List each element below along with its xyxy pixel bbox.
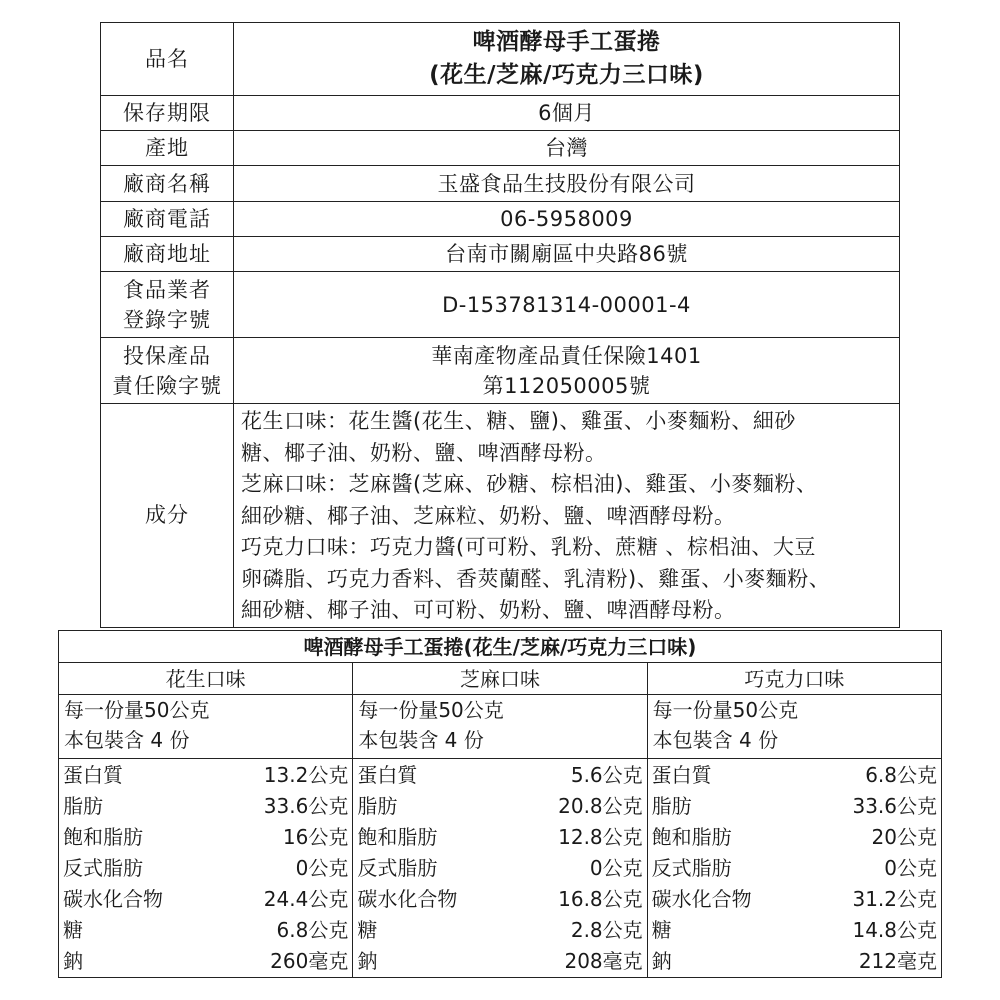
nutrient-value: 33.6公克	[852, 794, 937, 819]
nutrient-value: 16.8公克	[558, 887, 643, 912]
nutrient-name: 糖	[357, 918, 378, 943]
nutrient-value: 0公克	[589, 856, 643, 881]
registration-value: D-153781314-00001-4	[234, 272, 900, 338]
ingredients-value	[234, 404, 900, 628]
ingredients-line: 細砂糖、椰子油、芝麻粒、奶粉、鹽、啤酒酵母粉。	[241, 503, 736, 528]
nutrient-name: 反式脂肪	[651, 856, 732, 881]
ingredients-label: 成分	[101, 404, 234, 628]
servings-per-package: 本包裝含 4 份	[652, 728, 779, 753]
registration-label-line1: 食品業者	[123, 277, 211, 302]
nutrient-name: 飽和脂肪	[651, 825, 732, 850]
manufacturer-label: 廠商名稱	[101, 166, 234, 202]
ingredients-line: 卵磷脂、巧克力香料、香莢蘭醛、乳清粉)、雞蛋、小麥麵粉、	[241, 566, 831, 591]
nutrient-value: 16公克	[282, 825, 349, 850]
ingredients-line: 巧克力口味：巧克力醬(可可粉、乳粉、蔗糖 、棕梠油、大豆	[241, 535, 816, 559]
insurance-label	[101, 338, 234, 404]
insurance-value-line1: 華南產物產品責任保險1401	[431, 343, 702, 368]
registration-label	[101, 272, 234, 338]
nutrient-name: 飽和脂肪	[63, 825, 143, 850]
address-label: 廠商地址	[101, 237, 234, 272]
nutrient-value: 24.4公克	[263, 887, 349, 912]
nutrient-row	[647, 791, 941, 822]
nutrient-row	[353, 946, 647, 978]
nutrient-name: 蛋白質	[63, 762, 123, 787]
flavor-chocolate: 巧克力口味	[647, 663, 941, 695]
nutrient-name: 鈉	[63, 949, 83, 974]
nutrient-name: 鈉	[651, 949, 672, 974]
servings-per-package: 本包裝含 4 份	[358, 728, 484, 753]
nutrient-name: 碳水化合物	[63, 887, 163, 912]
nutrient-value: 12.8公克	[558, 825, 643, 850]
ingredients-line: 細砂糖、椰子油、可可粉、奶粉、鹽、啤酒酵母粉。	[241, 598, 736, 622]
nutrient-row	[59, 791, 353, 822]
nutrient-name: 蛋白質	[357, 762, 418, 787]
nutrient-value: 260毫克	[270, 949, 349, 974]
phone-value: 06-5958009	[234, 202, 900, 237]
nutrient-row	[353, 791, 647, 822]
nutrient-name: 反式脂肪	[63, 856, 143, 881]
nutrient-row	[353, 884, 647, 915]
nutrient-value: 20公克	[871, 825, 937, 850]
insurance-value	[234, 338, 900, 404]
nutrient-row	[59, 915, 353, 946]
nutrition-table	[58, 630, 942, 978]
nutrient-name: 脂肪	[63, 794, 103, 819]
nutrient-value: 13.2公克	[263, 762, 349, 787]
insurance-label-line1: 投保產品	[123, 343, 211, 368]
serving-size: 每一份量50公克	[64, 698, 210, 723]
nutrient-value: 6.8公克	[865, 762, 937, 787]
nutrient-name: 反式脂肪	[357, 856, 438, 881]
origin-label: 產地	[101, 131, 234, 166]
nutrient-row	[647, 853, 941, 884]
nutrient-name: 糖	[63, 918, 83, 943]
nutrient-value: 20.8公克	[558, 794, 643, 819]
nutrient-row	[647, 946, 941, 978]
nutrient-row	[647, 822, 941, 853]
nutrient-row	[353, 915, 647, 946]
nutrient-value: 212毫克	[858, 949, 937, 974]
shelf-life-label: 保存期限	[101, 96, 234, 131]
insurance-value-line2: 第112050005號	[482, 373, 651, 398]
nutrient-row	[647, 915, 941, 946]
ingredients-line: 芝麻口味：芝麻醬(芝麻、砂糖、棕梠油)、雞蛋、小麥麵粉、	[241, 472, 818, 496]
nutrient-value: 14.8公克	[852, 918, 937, 943]
shelf-life-value: 6個月	[234, 96, 900, 131]
product-name-line1: 啤酒酵母手工蛋捲	[472, 29, 661, 55]
nutrient-name: 脂肪	[651, 794, 692, 819]
product-name-value	[234, 23, 900, 96]
nutrient-row	[353, 759, 647, 791]
nutrient-value: 2.8公克	[570, 918, 643, 943]
nutrient-row	[59, 759, 353, 791]
product-info-table	[100, 22, 900, 628]
nutrient-value: 6.8公克	[276, 918, 349, 943]
serving-info-sesame	[353, 695, 647, 759]
nutrient-row	[59, 853, 353, 884]
nutrient-name: 脂肪	[357, 794, 398, 819]
servings-per-package: 本包裝含 4 份	[64, 728, 190, 753]
nutrient-name: 碳水化合物	[651, 887, 752, 912]
nutrient-name: 碳水化合物	[357, 887, 458, 912]
flavor-sesame: 芝麻口味	[353, 663, 647, 695]
nutrient-value: 0公克	[884, 856, 937, 881]
address-value: 台南市關廟區中央路86號	[234, 237, 900, 272]
product-name-line2: (花生/芝麻/巧克力三口味)	[429, 62, 704, 88]
nutrient-value: 208毫克	[564, 949, 643, 974]
serving-info-peanut	[59, 695, 353, 759]
nutrient-value: 5.6公克	[570, 762, 643, 787]
origin-value: 台灣	[234, 131, 900, 166]
serving-info-chocolate	[647, 695, 941, 759]
flavor-peanut: 花生口味	[59, 663, 353, 695]
ingredients-line: 糖、椰子油、奶粉、鹽、啤酒酵母粉。	[241, 440, 607, 465]
serving-size: 每一份量50公克	[358, 698, 504, 723]
insurance-label-line2: 責任險字號	[112, 373, 222, 398]
nutrient-name: 鈉	[357, 949, 378, 974]
nutrient-row	[59, 822, 353, 853]
nutrient-row	[647, 759, 941, 791]
phone-label: 廠商電話	[101, 202, 234, 237]
manufacturer-value: 玉盛食品生技股份有限公司	[234, 166, 900, 202]
nutrient-value: 31.2公克	[852, 887, 937, 912]
ingredients-line: 花生口味：花生醬(花生、糖、鹽)、雞蛋、小麥麵粉、細砂	[241, 409, 796, 433]
nutrient-value: 33.6公克	[263, 794, 349, 819]
nutrition-title: 啤酒酵母手工蛋捲(花生/芝麻/巧克力三口味)	[59, 631, 942, 663]
nutrient-row	[59, 884, 353, 915]
nutrient-row	[353, 853, 647, 884]
registration-label-line2: 登錄字號	[123, 307, 211, 332]
nutrient-row	[647, 884, 941, 915]
product-name-label: 品名	[101, 23, 234, 96]
nutrient-row	[59, 946, 353, 978]
serving-size: 每一份量50公克	[652, 698, 799, 723]
nutrient-row	[353, 822, 647, 853]
nutrient-value: 0公克	[295, 856, 349, 881]
nutrient-name: 蛋白質	[651, 762, 712, 787]
nutrient-name: 飽和脂肪	[357, 825, 438, 850]
nutrient-name: 糖	[651, 918, 672, 943]
